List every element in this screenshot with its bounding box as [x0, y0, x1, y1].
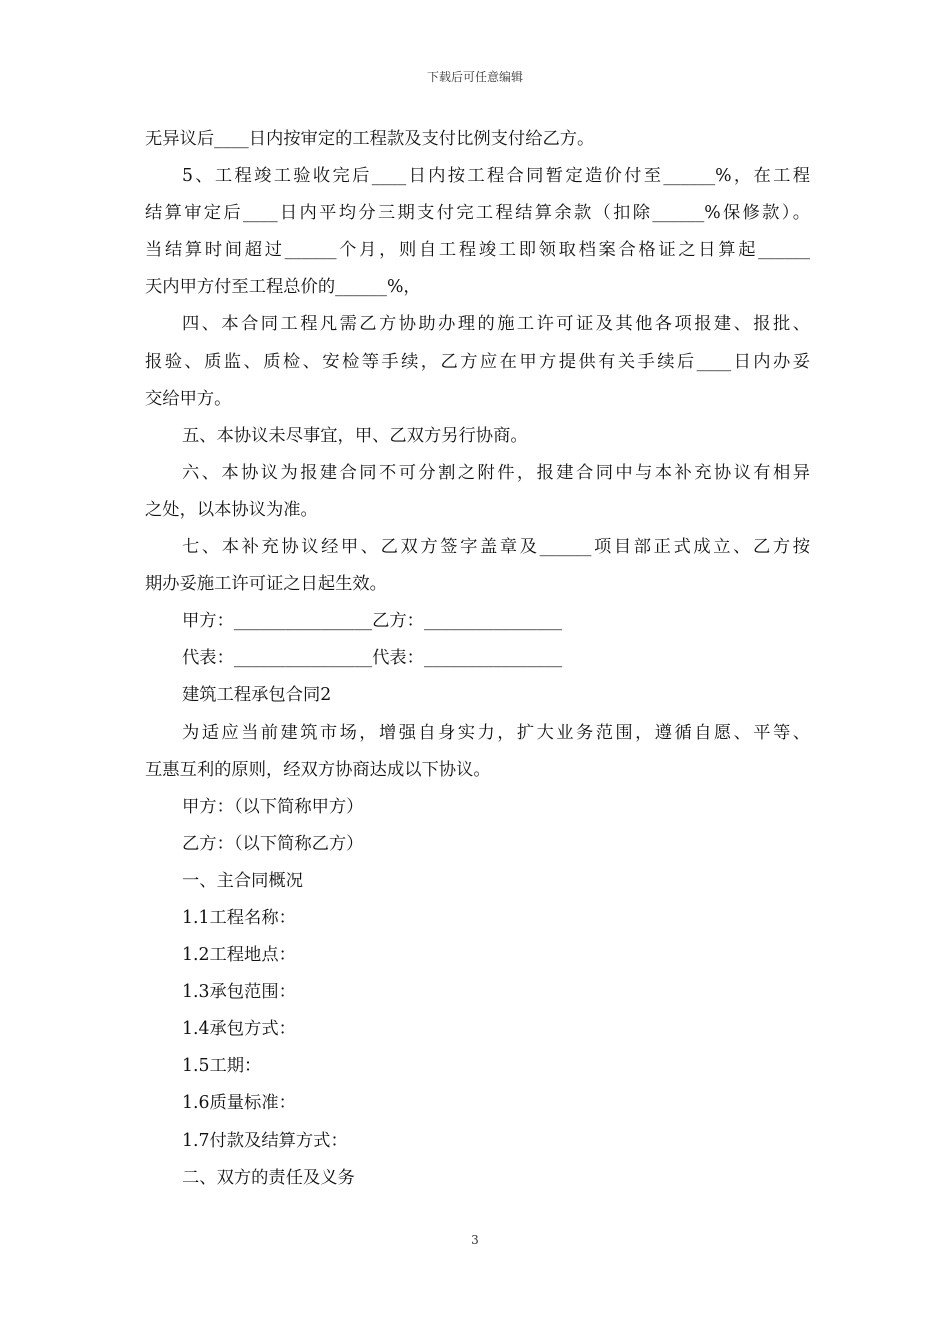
paragraph-line-18: 互惠互利的原则，经双方协商达成以下协议。	[145, 759, 491, 780]
paragraph-line-10: 六、本协议为报建合同不可分割之附件，报建合同中与本补充协议有相异	[182, 462, 810, 483]
contract-title: 建筑工程承包合同2	[182, 685, 332, 706]
party-a-line: 甲方：（以下简称甲方）	[182, 796, 364, 817]
item-1-4: 1.4承包方式：	[182, 1019, 296, 1040]
paragraph-line-1: 无异议后____日内按审定的工程款及支付比例支付给乙方。	[145, 129, 595, 149]
paragraph-line-5: 天内甲方付至工程总价的______%，	[145, 277, 421, 298]
item-1-7: 1.7付款及结算方式：	[182, 1130, 348, 1151]
paragraph-line-8: 交给甲方。	[145, 388, 232, 409]
document-body	[145, 121, 810, 1197]
paragraph-line-4: 当结算时间超过______个月，则自工程竣工即领取档案合格证之日算起______	[145, 240, 810, 261]
paragraph-line-6: 四、本合同工程凡需乙方协助办理的施工许可证及其他各项报建、报批、	[182, 314, 810, 335]
paragraph-line-13: 期办妥施工许可证之日起生效。	[145, 574, 387, 595]
page-header: 下载后可任意编辑	[426, 70, 523, 84]
item-1-2: 1.2工程地点：	[182, 945, 296, 966]
item-1-5: 1.5工期：	[182, 1056, 262, 1077]
section-heading-2: 二、双方的责任及义务	[182, 1167, 355, 1188]
paragraph-line-7: 报验、质监、质检、安检等手续，乙方应在甲方提供有关手续后____日内办妥	[145, 351, 810, 372]
item-1-3: 1.3承包范围：	[182, 982, 296, 1003]
paragraph-line-11: 之处，以本协议为准。	[145, 499, 318, 520]
paragraph-line-9: 五、本协议未尽事宜，甲、乙双方另行协商。	[182, 425, 528, 446]
paragraph-line-12: 七、本补充协议经甲、乙双方签字盖章及______项目部正式成立、乙方按	[182, 537, 810, 558]
page-number: 3	[471, 1233, 479, 1247]
signature-line-representative: 代表：________________代表：________________	[182, 648, 563, 669]
item-1-6: 1.6质量标准：	[182, 1093, 296, 1114]
party-b-line: 乙方：（以下简称乙方）	[182, 833, 364, 854]
section-heading-1: 一、主合同概况	[182, 870, 303, 891]
paragraph-line-3: 结算审定后____日内平均分三期支付完工程结算余款（扣除______%保修款）。	[145, 203, 810, 224]
paragraph-line-17: 为适应当前建筑市场，增强自身实力，扩大业务范围，遵循自愿、平等、	[182, 722, 810, 743]
item-1-1: 1.1工程名称：	[182, 907, 296, 928]
signature-line-party: 甲方：________________乙方：________________	[182, 611, 563, 632]
paragraph-line-2: 5、工程竣工验收完后____日内按工程合同暂定造价付至______%，在工程	[182, 166, 810, 187]
